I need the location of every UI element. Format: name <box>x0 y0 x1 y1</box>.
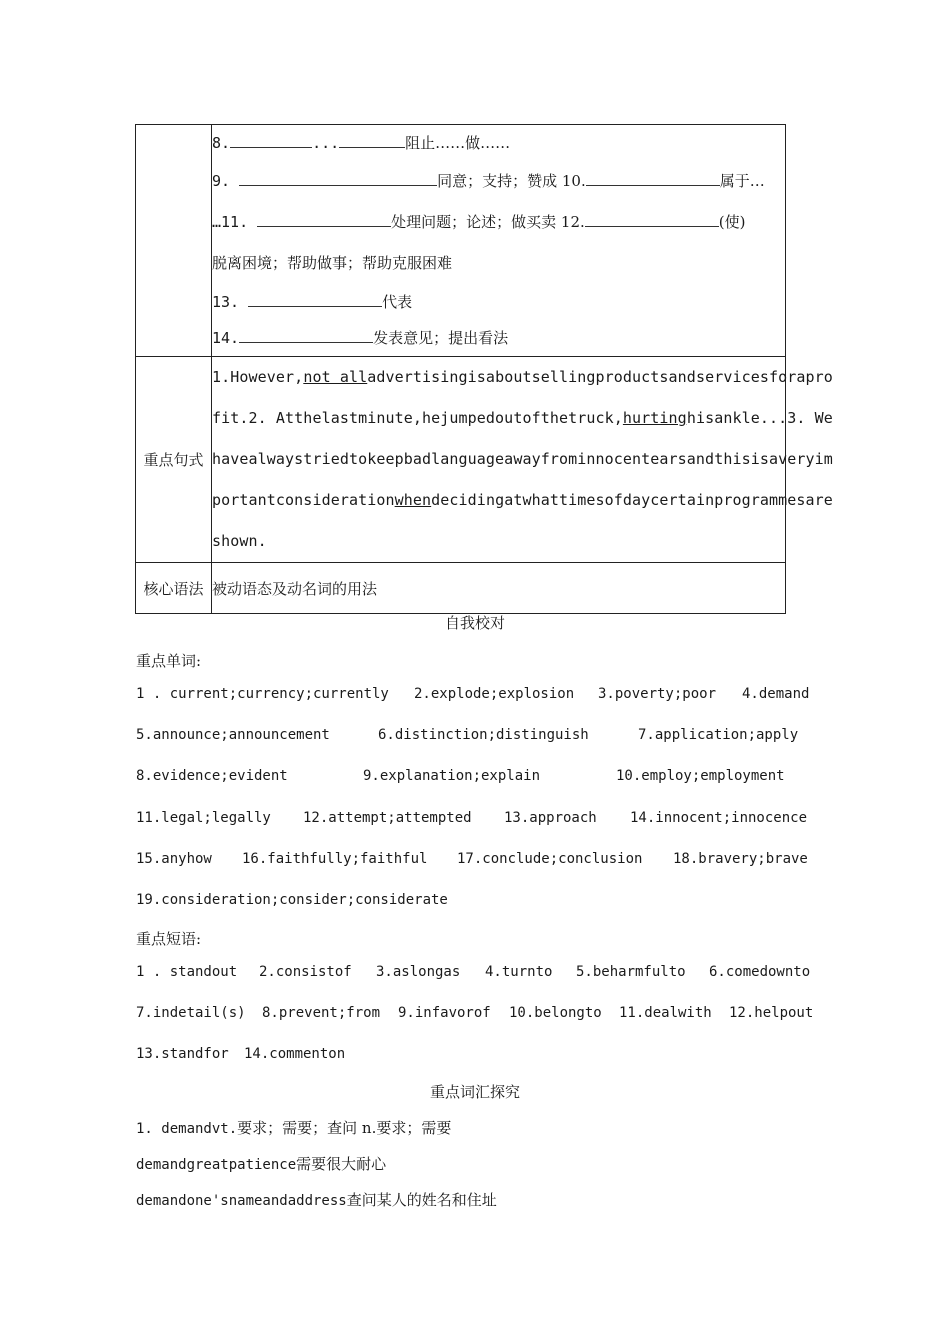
blank <box>239 171 437 186</box>
phrase-meaning: 属于… <box>719 172 765 190</box>
blank <box>257 212 391 227</box>
phrase-meaning: (使) <box>718 213 746 231</box>
answer-item: 19.consideration;consider;considerate <box>136 892 448 908</box>
sentence-line <box>212 439 833 480</box>
sentence-line <box>212 480 833 521</box>
sentence-underline: when <box>394 491 432 509</box>
blank <box>248 292 382 307</box>
vocab-title: 重点词汇探究 <box>429 1083 520 1101</box>
vocab-zh: 查问某人的姓名和住址 <box>346 1191 497 1209</box>
sentence-text: havealwaystriedtokeepbadlanguageawayfrominnocentearsandthisisaveryim <box>212 450 833 468</box>
sentence-text: hisankle...3. We <box>686 409 833 427</box>
table-row <box>136 563 786 614</box>
sentence-line <box>212 521 785 562</box>
grammar-label: 核心语法 <box>143 579 204 598</box>
answer-item: 11.legal;legally <box>136 810 271 826</box>
answer-item: 7.application;apply <box>638 727 799 743</box>
phrase-meaning: 发表意见；提出看法 <box>373 329 509 347</box>
phrase-number: 13. <box>212 293 249 311</box>
phrases-cell <box>212 125 786 357</box>
phrase-meaning: 脱离困境；帮助做事；帮助克服困难 <box>212 254 453 272</box>
ellipsis: ... <box>312 134 340 152</box>
blank <box>585 212 719 227</box>
blank <box>339 133 405 148</box>
phrase-line-11 <box>212 202 785 243</box>
sentence-text: 1.However, <box>212 368 304 386</box>
answer-item: 4.demand <box>742 686 810 702</box>
self-check-title: 自我校对 <box>444 614 505 632</box>
vocab-en: demandgreatpatience <box>136 1157 297 1173</box>
answer-item: 1 . current;currency;currently <box>136 686 389 702</box>
phrase-line-12-cont <box>212 243 785 284</box>
answer-item: 10.belongto <box>509 1005 602 1021</box>
sentence-label-cell <box>136 357 212 563</box>
answer-item: 5.beharmfulto <box>576 964 686 980</box>
phrase-meaning: 阻止……做…… <box>405 134 511 152</box>
answer-item: 5.announce;announcement <box>136 727 330 743</box>
sentence-text: decidingatwhattimesofdaycertainprogrammesare <box>431 491 833 509</box>
answer-item: 4.turnto <box>485 964 553 980</box>
phrases-label-cell <box>136 125 212 357</box>
answer-item: 8.prevent;from <box>262 1005 381 1021</box>
sentence-text: advertisingisaboutsellingproductsandservicesforapro <box>367 368 833 386</box>
phrase-line-9 <box>212 161 785 202</box>
answer-item: 6.distinction;distinguish <box>378 727 589 743</box>
sentence-text: portantconsideration <box>212 491 395 509</box>
vocab-zh: 要求；需要 <box>376 1119 452 1137</box>
sentence-underline: not all <box>303 368 368 386</box>
answer-item: 15.anyhow <box>136 851 212 867</box>
answer-item: 2.consistof <box>259 964 352 980</box>
answer-item: 16.faithfully;faithful <box>242 851 428 867</box>
grammar-label-cell <box>136 563 212 614</box>
answer-item: 14.innocent;innocence <box>630 810 808 826</box>
sentence-line <box>212 357 833 398</box>
sentence-line <box>212 398 833 439</box>
sentence-underline: hurting <box>622 409 687 427</box>
phrase-line-14 <box>212 320 785 356</box>
phrase-meaning: 同意；支持；赞成 10. <box>437 172 586 190</box>
answer-item: 18.bravery;brave <box>673 851 808 867</box>
sentence-label: 重点句式 <box>143 451 204 469</box>
answer-item: 14.commenton <box>244 1046 346 1062</box>
answer-item: 6.comedownto <box>709 964 811 980</box>
sentence-text: shown. <box>212 532 267 550</box>
phrase-meaning: 代表 <box>382 293 413 311</box>
answer-item: 1 . standout <box>136 964 238 980</box>
blank <box>239 328 373 343</box>
answer-item: 9.infavorof <box>398 1005 491 1021</box>
sentence-cell <box>212 357 833 563</box>
answer-item: 13.standfor <box>136 1046 229 1062</box>
phrase-number: 9. <box>212 172 240 190</box>
grammar-text: 被动语态及动名词的用法 <box>212 579 378 598</box>
answer-item: 13.approach <box>504 810 597 826</box>
sentence-text: fit.2. Atthelastminute,hejumpedoutofthetruck, <box>212 409 623 427</box>
vocab-en: 1. demandvt. <box>136 1121 238 1137</box>
phrase-number: 14. <box>212 329 240 347</box>
summary-table <box>135 124 833 614</box>
vocab-en: demandone'snameandaddress <box>136 1193 347 1209</box>
phrase-meaning: 处理问题；论述；做买卖 12. <box>391 213 585 231</box>
answer-item: 3.aslongas <box>376 964 461 980</box>
answer-item: 12.helpout <box>729 1005 814 1021</box>
vocab-line <box>136 1189 497 1210</box>
blank <box>230 133 312 148</box>
grammar-cell <box>212 563 786 614</box>
vocab-zh: 要求；需要；查问 n. <box>237 1119 377 1137</box>
answer-item: 11.dealwith <box>619 1005 712 1021</box>
phrases-heading: 重点短语: <box>136 930 202 948</box>
vocab-zh: 需要很大耐心 <box>296 1155 387 1173</box>
answer-item: 2.explode;explosion <box>414 686 575 702</box>
answer-item: 9.explanation;explain <box>363 768 541 784</box>
answer-item: 12.attempt;attempted <box>303 810 472 826</box>
phrase-line-13 <box>212 284 785 320</box>
answer-item: 7.indetail(s) <box>136 1005 246 1021</box>
answer-item: 3.poverty;poor <box>598 686 717 702</box>
vocab-line <box>136 1117 451 1138</box>
phrase-number: 8. <box>212 134 231 152</box>
answer-item: 17.conclude;conclusion <box>457 851 643 867</box>
vocab-line <box>136 1153 386 1174</box>
phrase-number: …11. <box>212 213 258 231</box>
table-row <box>136 125 786 357</box>
answer-item: 8.evidence;evident <box>136 768 288 784</box>
words-heading: 重点单词: <box>136 652 202 670</box>
table-row <box>136 357 786 563</box>
blank <box>586 171 720 186</box>
phrase-line-8 <box>212 125 785 161</box>
answer-item: 10.employ;employment <box>616 768 785 784</box>
